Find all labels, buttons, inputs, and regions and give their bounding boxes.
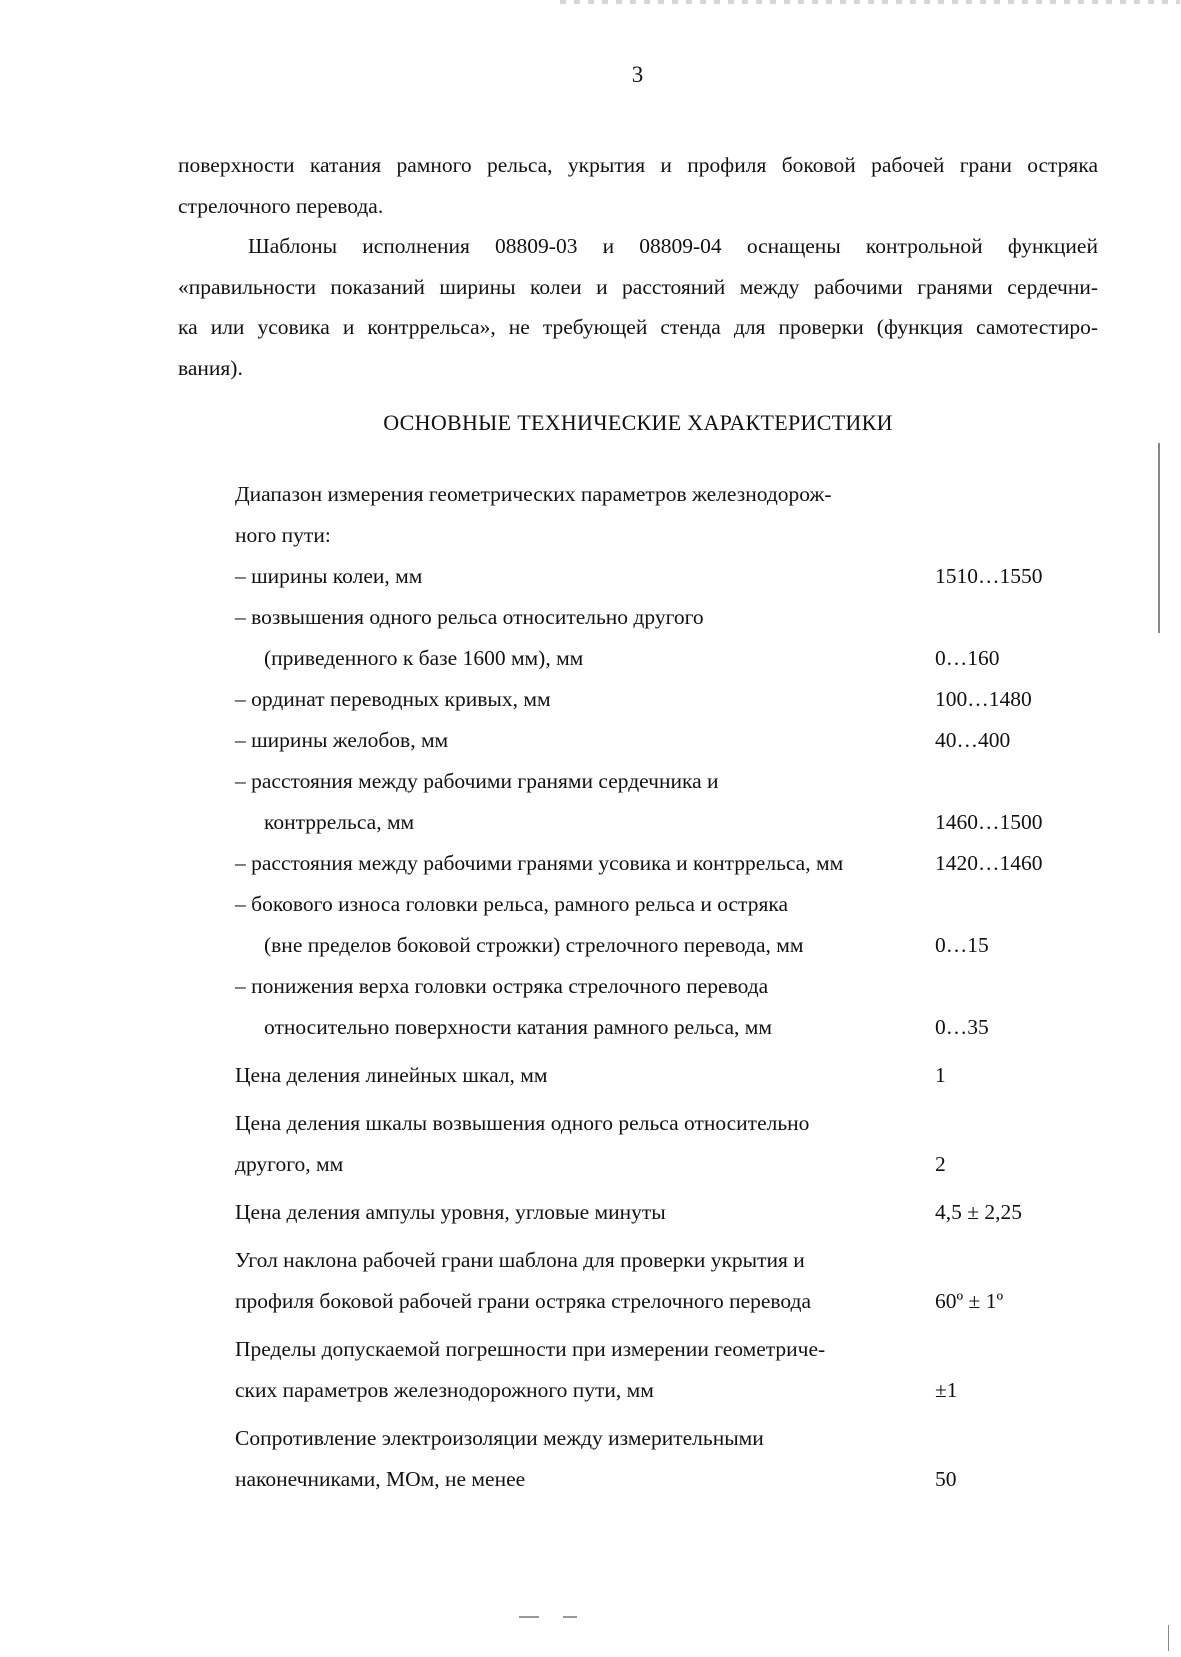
spec-label: другого, мм [235, 1152, 344, 1176]
spec-row [235, 1103, 1065, 1144]
spec-value: 60º ± 1º [935, 1289, 1004, 1313]
spec-label: (вне пределов боковой строжки) стрелочного перевода, мм [264, 933, 804, 957]
text-line: «правильности показаний ширины колеи и расстояний между рабочими гранями сердечни- [178, 274, 1098, 299]
text-line: вания). [178, 355, 243, 380]
scan-artifact-bottom [563, 1616, 577, 1618]
spec-value: 50 [935, 1467, 957, 1491]
scan-artifact-right-edge [1158, 443, 1160, 633]
spec-value: ±1 [935, 1378, 958, 1402]
spec-label: относительно поверхности катания рамного рельса, мм [264, 1015, 773, 1039]
spec-row [235, 1418, 1065, 1459]
spec-row [235, 1459, 1065, 1500]
spec-value: 40…400 [935, 728, 1011, 752]
spec-row [235, 1281, 1065, 1322]
spec-row [235, 966, 1065, 1007]
spec-label: ских параметров железнодорожного пути, мм [235, 1378, 654, 1402]
spec-row [235, 474, 1065, 515]
spec-value: 1 [935, 1063, 946, 1087]
spec-label: ного пути: [235, 523, 331, 547]
spec-label: Диапазон измерения геометрических параметров железнодорож- [235, 482, 832, 506]
spec-value: 1460…1500 [935, 810, 1043, 834]
spec-row [235, 720, 1065, 761]
spec-value: 100…1480 [935, 687, 1032, 711]
spec-label: – бокового износа головки рельса, рамного рельса и остряка [235, 892, 789, 916]
page-number: 3 [631, 62, 644, 87]
spec-value: 0…160 [935, 646, 1000, 670]
spec-value: 0…15 [935, 933, 989, 957]
spec-row [235, 802, 1065, 843]
spec-row [235, 679, 1065, 720]
spec-row [235, 556, 1065, 597]
spec-value: 1510…1550 [935, 564, 1043, 588]
spec-row [235, 1240, 1065, 1281]
spec-row [235, 1055, 1065, 1096]
spec-label: – возвышения одного рельса относительно другого [235, 605, 704, 629]
text-line: поверхности катания рамного рельса, укрытия и профиля боковой рабочей грани остряка [178, 153, 1098, 177]
text-line: Шаблоны исполнения 08809-03 и 08809-04 оснащены контрольной функцией [248, 234, 1098, 258]
spec-label: – расстояния между рабочими гранями усовика и контррельса, мм [235, 851, 844, 875]
text-line: стрелочного перевода. [178, 193, 384, 218]
spec-row [235, 1007, 1065, 1048]
spec-row [235, 638, 1065, 679]
spec-row [235, 1370, 1065, 1411]
spec-label: наконечниками, МОм, не менее [235, 1467, 526, 1491]
spec-row [235, 597, 1065, 638]
spec-label: Сопротивление электроизоляции между измерительными [235, 1426, 764, 1450]
spec-label: – расстояния между рабочими гранями сердечника и [235, 769, 719, 793]
spec-row [235, 761, 1065, 802]
spec-label: Цена деления шкалы возвышения одного рельса относительно [235, 1111, 810, 1135]
spec-row [235, 1144, 1065, 1185]
spec-label: Пределы допускаемой погрешности при измерении геометриче- [235, 1337, 826, 1361]
spec-row [235, 1192, 1065, 1233]
scan-artifact-bottom [519, 1616, 539, 1618]
spec-label: – понижения верха головки остряка стрелочного перевода [235, 974, 769, 998]
spec-label: – ширины колеи, мм [235, 564, 423, 588]
spec-value: 2 [935, 1152, 946, 1176]
spec-row [235, 515, 1065, 556]
spec-label: – ширины желобов, мм [235, 728, 449, 752]
spec-row [235, 843, 1065, 884]
intro-paragraph [178, 145, 1098, 388]
spec-label: Цена деления ампулы уровня, угловые минуты [235, 1200, 666, 1224]
spec-label: профиля боковой рабочей грани остряка стрелочного перевода [235, 1289, 812, 1313]
spec-label: Угол наклона рабочей грани шаблона для проверки укрытия и [235, 1248, 805, 1272]
scan-artifact-top [560, 0, 1180, 4]
spec-value: 0…35 [935, 1015, 989, 1039]
spec-value: 1420…1460 [935, 851, 1043, 875]
spec-row [235, 884, 1065, 925]
spec-value: 4,5 ± 2,25 [935, 1200, 1023, 1224]
spec-label: – ординат переводных кривых, мм [235, 687, 551, 711]
spec-label: Цена деления линейных шкал, мм [235, 1063, 548, 1087]
spec-row [235, 925, 1065, 966]
spec-label: (приведенного к базе 1600 мм), мм [264, 646, 584, 670]
text-line: ка или усовика и контррельса», не требующей стенда для проверки (функция самотестиро- [178, 315, 1098, 339]
spec-label: контррельса, мм [264, 810, 415, 834]
spec-row [235, 1329, 1065, 1370]
scan-artifact-bottom-right [1168, 1625, 1169, 1651]
section-title: ОСНОВНЫЕ ТЕХНИЧЕСКИЕ ХАРАКТЕРИСТИКИ [383, 410, 893, 435]
